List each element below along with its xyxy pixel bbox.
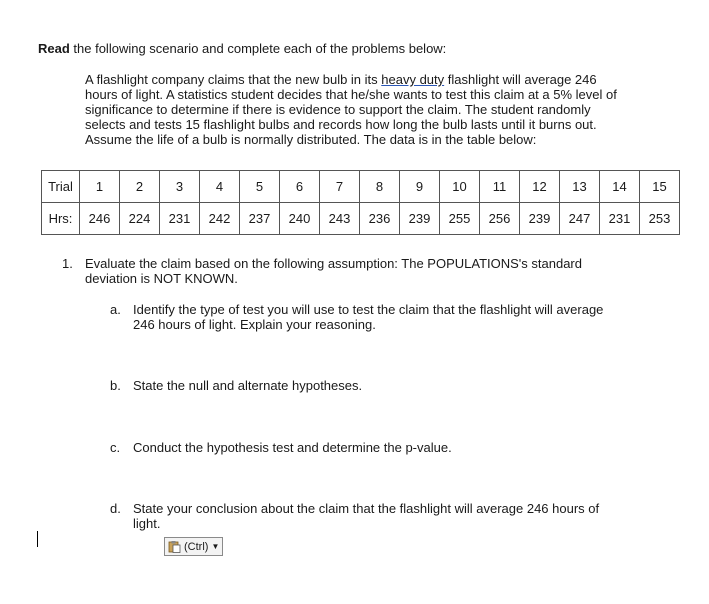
hours-cell: 255 [440, 203, 480, 235]
trial-cell: 5 [240, 171, 280, 203]
hours-cell: 240 [280, 203, 320, 235]
text-cursor [37, 531, 38, 547]
paste-options-label: (Ctrl) [184, 540, 209, 553]
hours-cell: 256 [480, 203, 520, 235]
question-number: 1. [62, 256, 73, 271]
hours-cell: 239 [400, 203, 440, 235]
hours-cell: 247 [560, 203, 600, 235]
intro-text: the following scenario and complete each of the problems below: [69, 41, 447, 56]
hours-cell: 224 [120, 203, 160, 235]
part-text: Conduct the hypothesis test and determine the p-value. [133, 440, 452, 455]
part-letter: d. [110, 501, 121, 516]
hours-cell: 231 [600, 203, 640, 235]
trial-cell: 14 [600, 171, 640, 203]
scenario-before: A flashlight company claims that the new bulb in its [85, 72, 382, 87]
clipboard-icon [168, 540, 181, 553]
question-text: Evaluate the claim based on the following assumption: The POPULATIONS's standard deviation is NOT KNOWN. [85, 256, 582, 286]
part-letter: a. [110, 302, 121, 317]
hours-cell: 231 [160, 203, 200, 235]
hours-label: Hrs: [42, 203, 80, 235]
part-c [110, 440, 620, 455]
part-d [110, 501, 620, 531]
trial-cell: 4 [200, 171, 240, 203]
hours-cell: 243 [320, 203, 360, 235]
hours-row [42, 203, 680, 235]
trial-cell: 6 [280, 171, 320, 203]
part-text: State your conclusion about the claim that the flashlight will average 246 hours of light. [133, 501, 600, 531]
trial-cell: 11 [480, 171, 520, 203]
trial-cell: 2 [120, 171, 160, 203]
part-text: Identify the type of test you will use to test the claim that the flashlight will average 246 hours of light. Explain your reasoning. [133, 302, 604, 332]
scenario-underlined: heavy duty [381, 72, 445, 87]
data-table [41, 170, 680, 235]
trial-cell: 9 [400, 171, 440, 203]
hours-cell: 236 [360, 203, 400, 235]
scenario-after: flashlight will average 246 hours of light. A statistics student decides that he/she wants to test this claim at a 5% level of significance to determine if there is evidence to support the claim. The student randomly selects and tests 15 flashlight bulbs and records how long the bulb lasts until it burns out. Assume the life of a bulb is normally distributed. The data is in the table below: [85, 72, 617, 147]
part-text: State the null and alternate hypotheses. [133, 378, 363, 393]
chevron-down-icon: ▼ [211, 542, 220, 551]
question-1 [62, 256, 622, 286]
trial-label: Trial [42, 171, 80, 203]
part-b [110, 378, 620, 393]
trial-cell: 12 [520, 171, 560, 203]
hours-cell: 253 [640, 203, 680, 235]
part-letter: c. [110, 440, 121, 455]
trial-cell: 7 [320, 171, 360, 203]
paste-options-button[interactable] [164, 537, 223, 556]
trial-cell: 13 [560, 171, 600, 203]
hours-cell: 242 [200, 203, 240, 235]
scenario-paragraph [85, 72, 620, 147]
hours-cell: 246 [80, 203, 120, 235]
intro-line [38, 41, 446, 56]
trial-cell: 10 [440, 171, 480, 203]
part-letter: b. [110, 378, 121, 393]
trial-row [42, 171, 680, 203]
trial-cell: 8 [360, 171, 400, 203]
trial-cell: 15 [640, 171, 680, 203]
intro-bold: Read [38, 41, 70, 56]
hours-cell: 239 [520, 203, 560, 235]
hours-cell: 237 [240, 203, 280, 235]
part-a [110, 302, 620, 332]
trial-cell: 3 [160, 171, 200, 203]
trial-cell: 1 [80, 171, 120, 203]
